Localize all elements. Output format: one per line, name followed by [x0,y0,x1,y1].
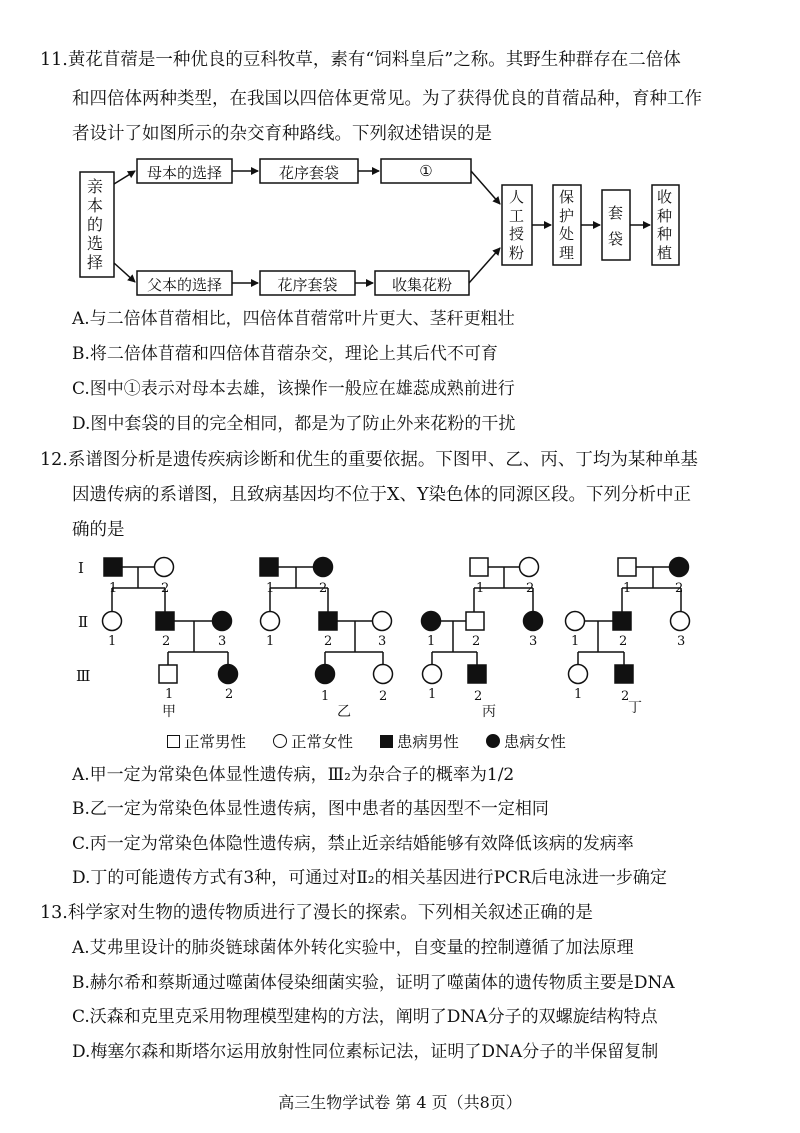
svg-text:3: 3 [529,634,538,649]
pedigree-name-yi: 乙 [337,704,351,720]
q13-option-d: D.梅塞尔森和斯塔尔运用放射性同位素标记法，证明了DNA分子的半保留复制 [72,1042,659,1062]
svg-text:1: 1 [476,581,485,596]
svg-text:3: 3 [677,634,686,649]
flow-bag-2: 花序套袋 [277,276,338,294]
svg-text:1: 1 [571,634,580,649]
q11-stem-line3: 者设计了如图所示的杂交育种路线。下列叙述错误的是 [72,124,492,144]
flow-pollinate: 人工授粉 [509,188,525,262]
svg-text:1: 1 [623,581,632,596]
pedigree-name-jia: 甲 [162,704,176,720]
flow-step-1: ① [419,162,433,180]
svg-text:1: 1 [165,687,174,702]
svg-text:2: 2 [319,581,328,596]
svg-text:2: 2 [162,634,171,649]
q13-option-a: A.艾弗里设计的肺炎链球菌体外转化实验中，自变量的控制遵循了加法原理 [72,938,634,958]
q12-option-c: C.丙一定为常染色体隐性遗传病，禁止近亲结婚能够有效降低该病的发病率 [72,834,634,854]
gen-label-1: Ⅰ [78,559,84,577]
legend-affected-male: 患病男性 [396,733,459,751]
legend-normal-female: 正常女性 [290,733,353,751]
page-footer: 高三生物学试卷 第 4 页（共8页） [278,1093,522,1112]
svg-text:1: 1 [108,634,117,649]
q12-option-a: A.甲一定为常染色体显性遗传病，Ⅲ₂为杂合子的概率为1/2 [72,765,515,785]
q11-option-a: A.与二倍体苜蓿相比，四倍体苜蓿常叶片更大、茎秆更粗壮 [72,309,515,329]
svg-text:1: 1 [427,634,436,649]
svg-text:2: 2 [526,581,535,596]
svg-text:1: 1 [428,687,437,702]
gen-label-2: Ⅱ [78,613,89,631]
svg-text:3: 3 [218,634,227,649]
q13-option-b: B.赫尔希和蔡斯通过噬菌体侵染细菌实验，证明了噬菌体的遗传物质主要是DNA [72,973,675,993]
legend-normal-male: 正常男性 [184,733,247,751]
normal-male-icon [167,735,180,748]
pedigree-name-bing: 丙 [482,704,496,720]
flow-collect-pollen: 收集花粉 [391,276,452,294]
svg-text:2: 2 [619,634,628,649]
flow-bag-1: 花序套袋 [278,164,339,182]
flow-protect: 保护处理 [559,188,575,262]
flow-parent-select: 亲本的选择 [87,177,104,272]
q12-stem-line3: 确的是 [72,520,125,540]
q11-option-d: D.图中套袋的目的完全相同，都是为了防止外来花粉的干扰 [72,414,516,434]
svg-text:1: 1 [266,581,275,596]
q11-stem-line2: 和四倍体两种类型，在我国以四倍体更常见。为了获得优良的苜蓿品种，育种工作 [72,89,702,109]
q13-option-c: C.沃森和克里克采用物理模型建构的方法，阐明了DNA分子的双螺旋结构特点 [72,1007,658,1027]
flow-mother-select: 母本的选择 [146,164,222,182]
svg-text:2: 2 [379,689,388,704]
svg-text:2: 2 [161,581,170,596]
svg-text:2: 2 [225,687,234,702]
gen-label-3: Ⅲ [76,667,91,685]
normal-female-icon [273,734,287,748]
affected-male-icon [380,735,393,748]
pedigree-charts [0,540,800,730]
svg-text:1: 1 [109,581,118,596]
svg-text:2: 2 [621,689,630,704]
flow-bag-3: 套袋 [608,204,624,248]
q12-option-b: B.乙一定为常染色体显性遗传病，图中患者的基因型不一定相同 [72,799,549,819]
legend-affected-female: 患病女性 [503,733,566,751]
pedigree-legend [167,730,588,752]
svg-text:1: 1 [266,634,275,649]
svg-text:2: 2 [675,581,684,596]
q12-stem-line2: 因遗传病的系谱图，且致病基因均不位于X、Y染色体的同源区段。下列分析中正 [72,485,692,505]
flow-harvest: 收种种植 [657,188,673,262]
q12-option-d: D.丁的可能遗传方式有3种，可通过对Ⅱ₂的相关基因进行PCR后电泳进一步确定 [72,868,667,888]
breeding-flowchart [0,0,800,300]
q11-stem-line1: 11.黄花苜蓿是一种优良的豆科牧草，素有“饲料皇后”之称。其野生种群存在二倍体 [40,50,681,70]
q13-stem: 13.科学家对生物的遗传物质进行了漫长的探索。下列相关叙述正确的是 [40,903,593,923]
svg-text:2: 2 [472,634,481,649]
flow-father-select: 父本的选择 [146,276,222,294]
q11-option-c: C.图中①表示对母本去雄，该操作一般应在雄蕊成熟前进行 [72,379,515,399]
svg-text:3: 3 [378,634,387,649]
affected-female-icon [486,734,500,748]
pedigree-name-ding: 丁 [628,700,642,716]
svg-text:1: 1 [574,687,583,702]
svg-text:2: 2 [474,689,483,704]
svg-text:2: 2 [324,634,333,649]
q12-stem-line1: 12.系谱图分析是遗传疾病诊断和优生的重要依据。下图甲、乙、丙、丁均为某种单基 [40,450,698,470]
q11-option-b: B.将二倍体苜蓿和四倍体苜蓿杂交，理论上其后代不可育 [72,344,498,364]
svg-text:1: 1 [321,689,330,704]
